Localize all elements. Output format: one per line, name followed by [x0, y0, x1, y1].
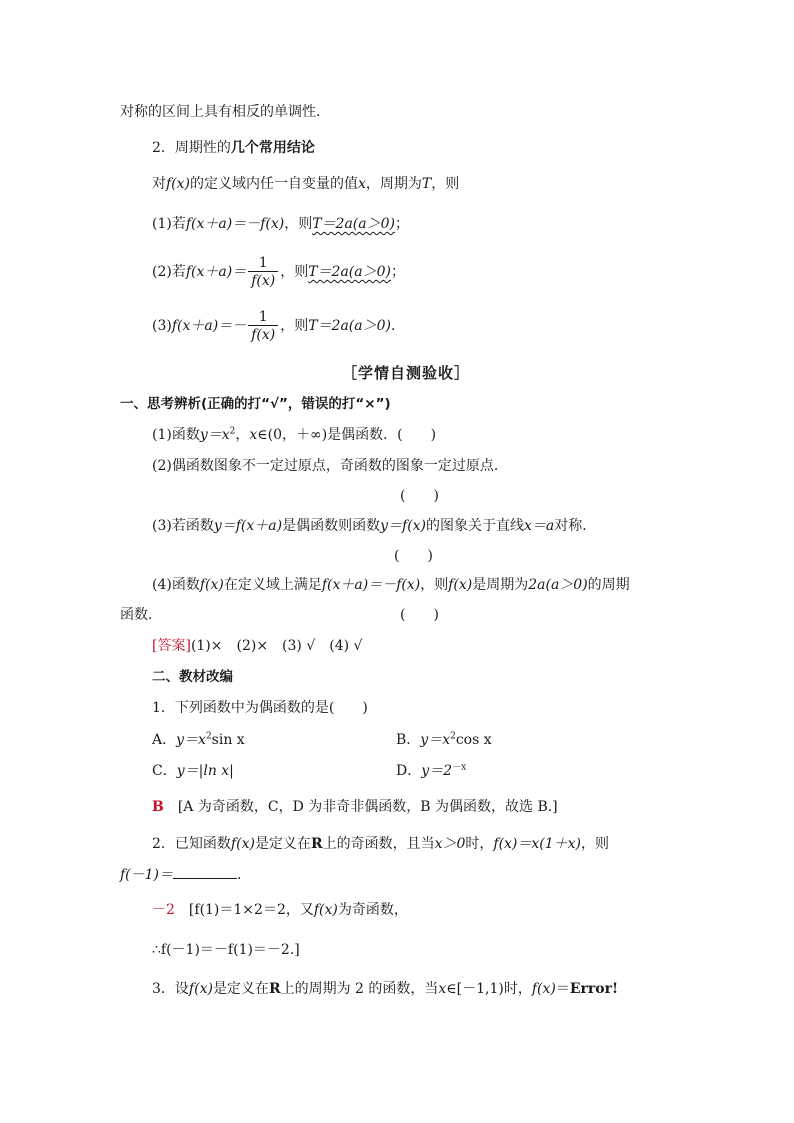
question-1: (1)函数$y=x^2$，x∈(0，＋∞)是偶函数．( )	[152, 426, 437, 443]
question-4-paren: ( )	[400, 607, 439, 623]
question-3-paren: ( )	[394, 548, 433, 564]
question-4: (4)函数f(x)在定义域上满足f(x＋a)＝－f(x)，则f(x)是周期为2a(a＞0)的周期	[152, 577, 630, 593]
problem-1-answer: B [A 为奇函数，C，D 为非奇非偶函数，B 为偶函数，故选 B.]	[152, 799, 558, 815]
intro-line: 对称的区间上具有相反的单调性．	[120, 104, 330, 120]
question-3: (3)若函数y＝f(x＋a)是偶函数则函数y＝f(x)的图象关于直线x＝a对称．	[152, 518, 597, 534]
part1-title: 一、思考辨析(正确的打“√”，错误的打“×”)	[120, 396, 391, 412]
periodic-rule-1: (1)若f(x＋a)＝－f(x)，则T＝2a(a＞0)；	[152, 216, 409, 232]
periodic-rule-2: (2)若f(x＋a)＝ $\frac{1}{f(x)}$ ，则T＝2a(a＞0)；	[152, 254, 405, 289]
fraction-neg-1-over-fx: $\frac{1}{f(x)}$	[248, 309, 278, 344]
question-4-line2: 函数．	[120, 607, 162, 623]
problem-1-option-c: C．y＝|ln x|	[152, 763, 234, 779]
answer-blank[interactable]	[173, 864, 237, 879]
problem-1-stem: 1．下列函数中为偶函数的是( )	[152, 700, 368, 716]
fraction-1-over-fx: $\frac{1}{f(x)}$	[248, 255, 278, 290]
answer-label: [答案]	[152, 638, 191, 654]
problem-1-option-d: D．$y=2^{-x}$	[396, 762, 467, 779]
periodic-title: 2．周期性的几个常用结论	[152, 140, 315, 156]
problem-2-answer: －2 [f(1)＝1×2＝2，又f(x)为奇函数，	[152, 902, 408, 918]
question-2: (2)偶函数图象不一定过原点，奇函数的图象一定过原点．	[152, 458, 508, 474]
periodic-domain-line: 对f(x)的定义域内任一自变量的值x，周期为T，则	[152, 176, 460, 192]
problem-1-option-a: A．$y=x^2\sin$ x	[152, 731, 245, 748]
part2-title: 二、教材改编	[152, 669, 233, 685]
problem-2-answer-line2: ∴f(－1)＝－f(1)＝－2.]	[152, 942, 300, 958]
answer-value: －2	[152, 902, 175, 918]
problem-2-line2: f(－1)＝ .	[120, 864, 241, 885]
answer-line: [答案](1)× (2)× (3) √ (4) √	[152, 638, 363, 654]
problem-2: 2．已知函数f(x)是定义在R上的奇函数，且当x＞0时，f(x)＝x(1＋x)，则	[152, 836, 610, 852]
answer-letter: B	[152, 799, 164, 815]
periodic-rule-3: (3)f(x＋a)＝－ $\frac{1}{f(x)}$ ，则T＝2a(a＞0)．	[152, 308, 405, 343]
problem-3: 3．设f(x)是定义在R上的周期为 2 的函数，当x∈[－1,1)时，f(x)＝Error!	[152, 981, 619, 997]
problem-1-option-b: B．$y=x^2\cos$ x	[396, 731, 492, 748]
section-header: ［学情自测验收］	[342, 364, 471, 382]
question-2-paren: ( )	[400, 488, 439, 504]
